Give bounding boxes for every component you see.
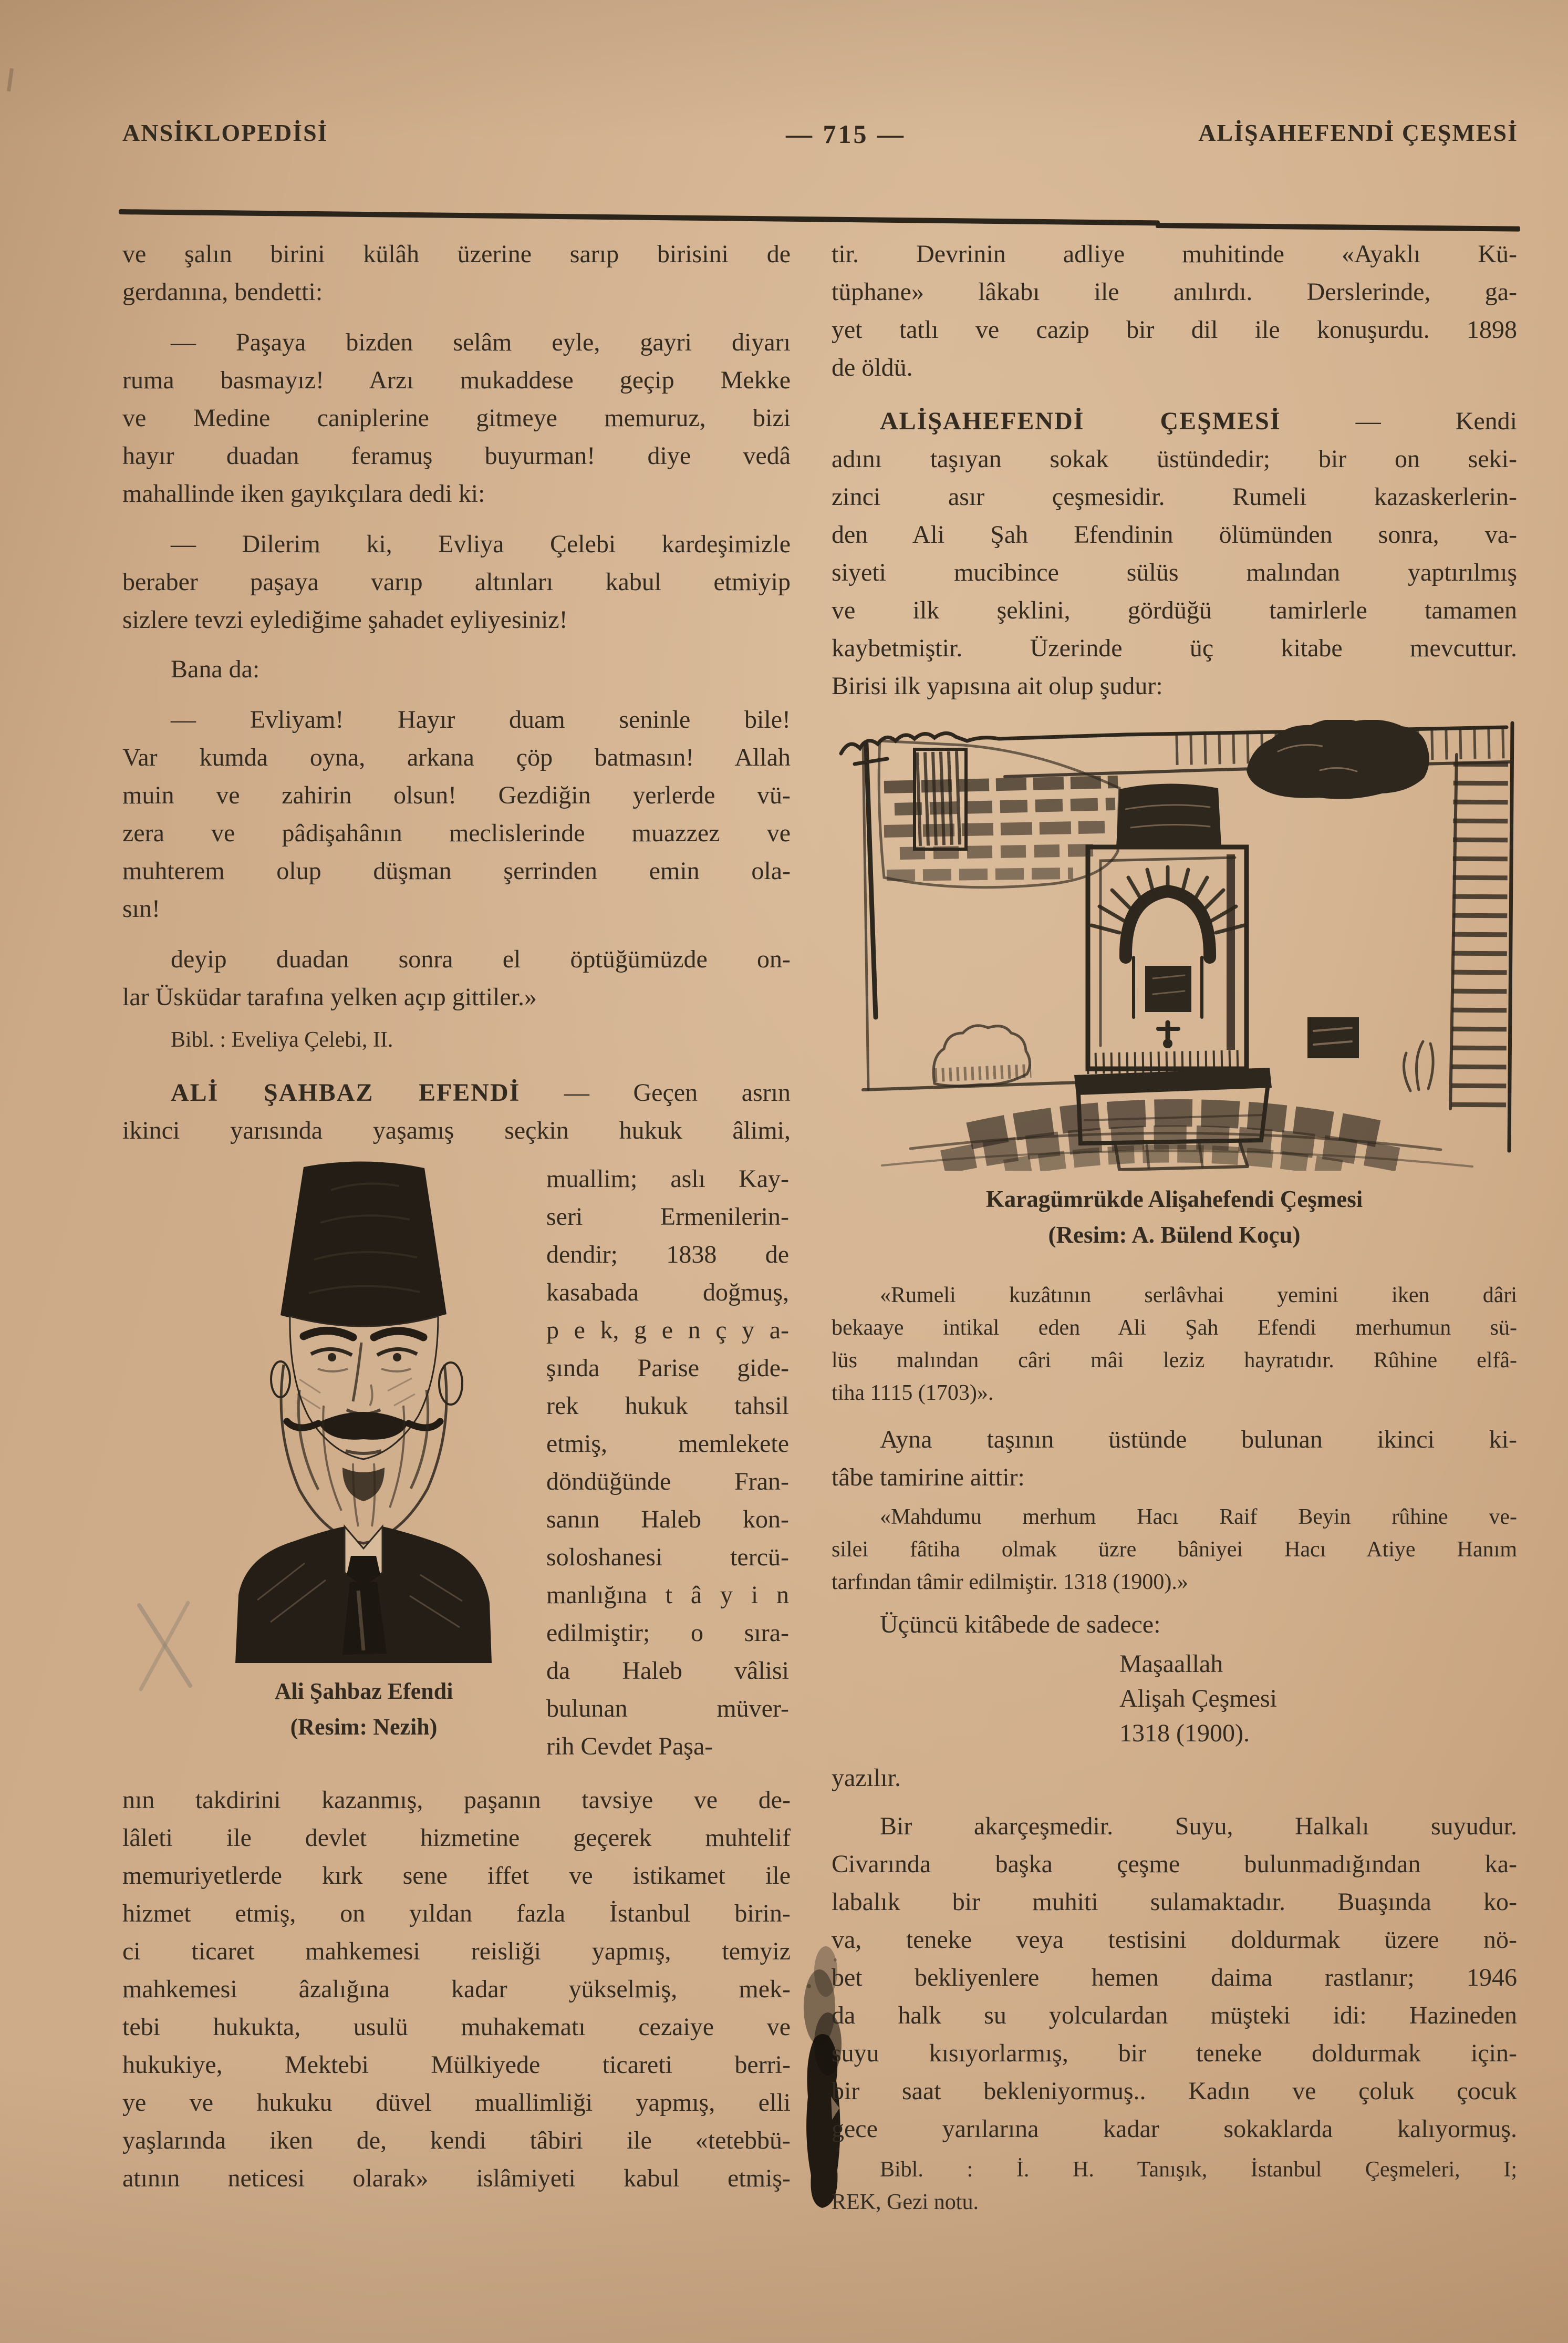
pencil-mark [131, 1592, 200, 1697]
stone-box [1307, 1017, 1359, 1058]
text-line: gece yarılarına kadar sokaklarda kalıyormuş. [832, 2115, 1517, 2143]
paragraph [832, 402, 1517, 705]
text-line: tiha 1115 (1703)». [832, 1381, 994, 1405]
text-line: yaşlarında iken de, kendi tâbiri ile «tetebbü- [122, 2127, 791, 2154]
text-line: ve şalın birini külâh üzerine sarıp birisini de [122, 240, 791, 268]
text-line: ruma basmayız! Arzı mukaddese geçip Mekke [122, 366, 791, 394]
text-line: sanın Haleb kon- [546, 1505, 789, 1533]
fountain-drawing [832, 720, 1517, 1171]
text-line: ci ticaret mahkemesi reisliği yapmış, temyiz [122, 1937, 791, 1965]
text-line: 1318 (1900). [1119, 1719, 1250, 1747]
text-line: seri Ermenilerin- [546, 1203, 789, 1231]
text-line: «Mahdumu merhum Hacı Raif Beyin rûhine ve- [880, 1505, 1517, 1529]
text-line: ve ilk şeklini, gördüğü tamirlerle tamamen [832, 596, 1517, 624]
text-line: kaybetmiştir. Üzerinde üç kitabe mevcuttur. [832, 634, 1517, 662]
paragraph [832, 235, 1517, 387]
suit [235, 1526, 492, 1663]
text-line: bir saat bekleniyormuş.. Kadın ve çoluk çocuk [832, 2077, 1517, 2105]
portrait-caption-line-1: Ali Şahbaz Efendi [274, 1678, 453, 1704]
text-line: Birisi ilk yapısına ait olup şudur: [832, 672, 1163, 700]
text-line: muhterem olup düşman şerrinden emin ola- [122, 857, 791, 885]
text-line: ve Medine caniplerine gitmeye memuruz, bizi [122, 404, 791, 432]
paragraph [832, 1647, 1517, 1751]
portrait-caption-line-2: (Resim: Nezih) [290, 1714, 438, 1740]
text-line: manlığına t â y i n [546, 1581, 789, 1609]
text-line: Alişah Çeşmesi [1119, 1685, 1277, 1712]
text-line: tüphane» lâkabı ile anılırdı. Derslerinde, ga- [832, 278, 1517, 306]
paragraph [832, 1808, 1517, 2148]
text-line: — Evliyam! Hayır duam seninle bile! [171, 706, 791, 734]
paragraph [122, 651, 791, 688]
text-segment: — Geçen asrın [520, 1079, 791, 1107]
text-line: bet bekliyenlere hemen daima rastlanır; 1946 [832, 1964, 1517, 1991]
text-line: Bir akarçeşmedir. Suyu, Halkalı suyudur. [880, 1812, 1517, 1840]
paragraph [122, 525, 791, 639]
left-column-bottom [122, 1781, 791, 2197]
text-line: va, teneke veya testisini doldurmak üzere nö- [832, 1926, 1517, 1954]
text-line: yazılır. [832, 1764, 901, 1792]
text-line [832, 402, 1517, 440]
text-line: tarfından tâmir edilmiştir. 1318 (1900).» [832, 1570, 1188, 1594]
text-segment: — Kendi [1281, 407, 1518, 435]
text-line: bulunan müver- [546, 1695, 789, 1722]
text-line: muallim; aslı Kay- [546, 1165, 789, 1193]
text-line: lar Üsküdar tarafına yelken açıp gittiler.» [122, 983, 537, 1011]
text-line: memuriyetlerde kırk sene iffet ve istikamet ile [122, 1862, 791, 1890]
text-line: tâbe tamirine aittir: [832, 1463, 1025, 1491]
text-line: hizmet etmiş, on yıldan fazla İstanbul birin- [122, 1900, 791, 1927]
text-line: gerdanına, bendetti: [122, 278, 323, 306]
paragraph [122, 235, 791, 311]
text-line: ikinci yarısında yaşamış seçkin hukuk âlimi, [122, 1117, 791, 1144]
wrap-column [546, 1160, 789, 1766]
text-line: Bibl. : Eveliya Çelebi, II. [171, 1028, 393, 1052]
entry-title: ALİŞAHEFENDİ ÇEŞMESİ [880, 407, 1281, 435]
header-rule-right [1156, 223, 1520, 232]
text-line: de öldü. [832, 354, 913, 381]
text-line: Üçüncü kitâbede de sadece: [880, 1611, 1161, 1638]
right-column-bottom-text [832, 1279, 1517, 2218]
text-line: silei fâtiha olmak üzre bâniyei Hacı Atiye Hanım [832, 1537, 1517, 1562]
text-line: «Rumeli kuzâtının serlâvhai yemini iken dâri [880, 1283, 1517, 1307]
stairs [1450, 723, 1512, 1151]
left-column [122, 235, 791, 1150]
illustration-caption-line-2: (Resim: A. Bülend Koçu) [1048, 1222, 1301, 1248]
right-column-top-text [832, 235, 1517, 705]
paragraph [832, 1279, 1517, 1409]
text-line: şında Parise gide- [546, 1354, 789, 1382]
text-line: lâleti ile devlet hizmetine geçerek muhtelif [122, 1824, 791, 1852]
portrait-caption [221, 1674, 507, 1745]
header-rule-left [119, 209, 1160, 225]
paragraph [832, 1759, 1517, 1797]
illustration-caption [832, 1181, 1517, 1253]
text-line: kasabada doğmuş, [546, 1278, 789, 1306]
page-number: — 715 — [786, 119, 906, 149]
header-right-title: ALİŞAHEFENDİ ÇEŞMESİ [1198, 119, 1518, 146]
paragraph [832, 1606, 1517, 1644]
text-line: labalık bir muhiti sulamaktadır. Buaşında ko- [832, 1888, 1517, 1916]
portrait-of-ali-sahbaz-efendi [221, 1159, 507, 1663]
text-line: lüs malından câri mâi leziz hayratıdır. Rûhine elfâ- [832, 1348, 1517, 1372]
text-line: muin ve zahirin olsun! Gezdiğin yerlerde vü- [122, 781, 791, 809]
text-line: bekaaye intikal eden Ali Şah Efendi merhumun sü- [832, 1316, 1517, 1340]
text-line: — Dilerim ki, Evliya Çelebi kardeşimizle [171, 530, 791, 558]
text-line: döndüğünde Fran- [546, 1468, 789, 1495]
text-line: zera ve pâdişahânın meclislerinde muazzez ve [122, 819, 791, 847]
fountain-body [1088, 783, 1247, 1069]
text-line [122, 1074, 791, 1112]
text-line: Civarında başka çeşme bulunmadığından ka- [832, 1850, 1517, 1878]
text-line: deyip duadan sonra el öptüğümüzde on- [171, 945, 791, 973]
text-line: Maşaallah [1119, 1650, 1223, 1678]
text-line: da halk su yolculardan müşteki idi: Hazineden [832, 2001, 1517, 2029]
text-line: beraber paşaya varıp altınları kabul etmiyip [122, 568, 791, 596]
paragraph [122, 1024, 791, 1056]
portrait-illustration [221, 1159, 507, 1663]
paragraph [122, 941, 791, 1016]
text-line: den Ali Şah Efendinin ölümünden sonra, va- [832, 521, 1517, 549]
pole [855, 744, 887, 1017]
paragraph [832, 2153, 1517, 2218]
brick-patch [879, 741, 1119, 887]
text-line: ye ve hukuku düvel muallimliği yapmış, elli [122, 2089, 791, 2117]
paragraph [122, 701, 791, 928]
text-line: rek hukuk tahsil [546, 1392, 789, 1420]
text-line: p e k, g e n ç y a- [546, 1316, 789, 1344]
text-line: nın takdirini kazanmış, paşanın tavsiye ve de- [122, 1786, 791, 1814]
paragraph [122, 1074, 791, 1150]
paragraph [832, 1421, 1517, 1496]
text-line: sın! [122, 895, 160, 923]
text-line: hukukiye, Mektebi Mülkiyede ticareti berri- [122, 2051, 791, 2079]
text-line: Bana da: [171, 655, 260, 683]
plant-right [1404, 1041, 1434, 1091]
text-line: hayır duadan feramuş buyurman! diye vedâ [122, 442, 791, 470]
text-line: siyeti mucibince sülüs malından yaptırılmış [832, 559, 1517, 586]
text-line: sizlere tevzi eylediğime şahadet eyliyesiniz! [122, 606, 568, 634]
right-column [832, 235, 1517, 2218]
text-line: mahallinde iken gayıkçılara dedi ki: [122, 480, 485, 508]
entry-title: ALİ ŞAHBAZ EFENDİ [171, 1079, 521, 1107]
text-line: Ayna taşının üstünde bulunan ikinci ki- [880, 1426, 1517, 1453]
text-line: suyu kısıyorlarmış, bir teneke doldurmak için- [832, 2039, 1517, 2067]
text-line: tir. Devrinin adliye muhitinde «Ayaklı Kü- [832, 240, 1517, 268]
margin-mark [7, 68, 14, 92]
text-line: atının neticesi olarak» islâmiyeti kabul etmiş- [122, 2164, 791, 2192]
text-line: adını taşıyan sokak üstündedir; bir on seki- [832, 445, 1517, 473]
header-left-title: ANSİKLOPEDİSİ [122, 119, 328, 146]
paragraph [122, 324, 791, 513]
bush-left [933, 1026, 1031, 1086]
text-line: zinci asır çeşmesidir. Rumeli kazaskerlerin- [832, 483, 1517, 511]
text-line: Bibl. : İ. H. Tanışık, İstanbul Çeşmeleri, I; [880, 2158, 1517, 2182]
text-line: soloshanesi tercü- [546, 1543, 789, 1571]
cobblestones [882, 1113, 1472, 1170]
text-line: — Paşaya bizden selâm eyle, gayri diyarı [171, 328, 791, 356]
paragraph [832, 1501, 1517, 1598]
text-line: rih Cevdet Paşa- [546, 1732, 713, 1760]
text-line: etmiş, memlekete [546, 1430, 789, 1458]
paragraph [122, 1781, 791, 2197]
text-line: edilmiştir; o sıra- [546, 1619, 789, 1647]
text-line: yet tatlı ve cazip bir dil ile konuşurdu. 1898 [832, 316, 1517, 344]
fountain-illustration [832, 720, 1517, 1171]
text-line: da Haleb vâlisi [546, 1657, 789, 1685]
fez-icon [281, 1161, 446, 1326]
text-line: dendir; 1838 de [546, 1241, 789, 1268]
text-line: mahkemesi âzalığına kadar yükselmiş, mek- [122, 1975, 791, 2003]
text-line: tebi hukukta, usulü muhakematı cezaiye ve [122, 2013, 791, 2041]
text-line: Var kumda oyna, arkana çöp batmasın! Allah [122, 744, 791, 771]
text-line: REK, Gezi notu. [832, 2190, 979, 2214]
illustration-caption-line-1: Karagümrükde Alişahefendi Çeşmesi [985, 1186, 1363, 1212]
